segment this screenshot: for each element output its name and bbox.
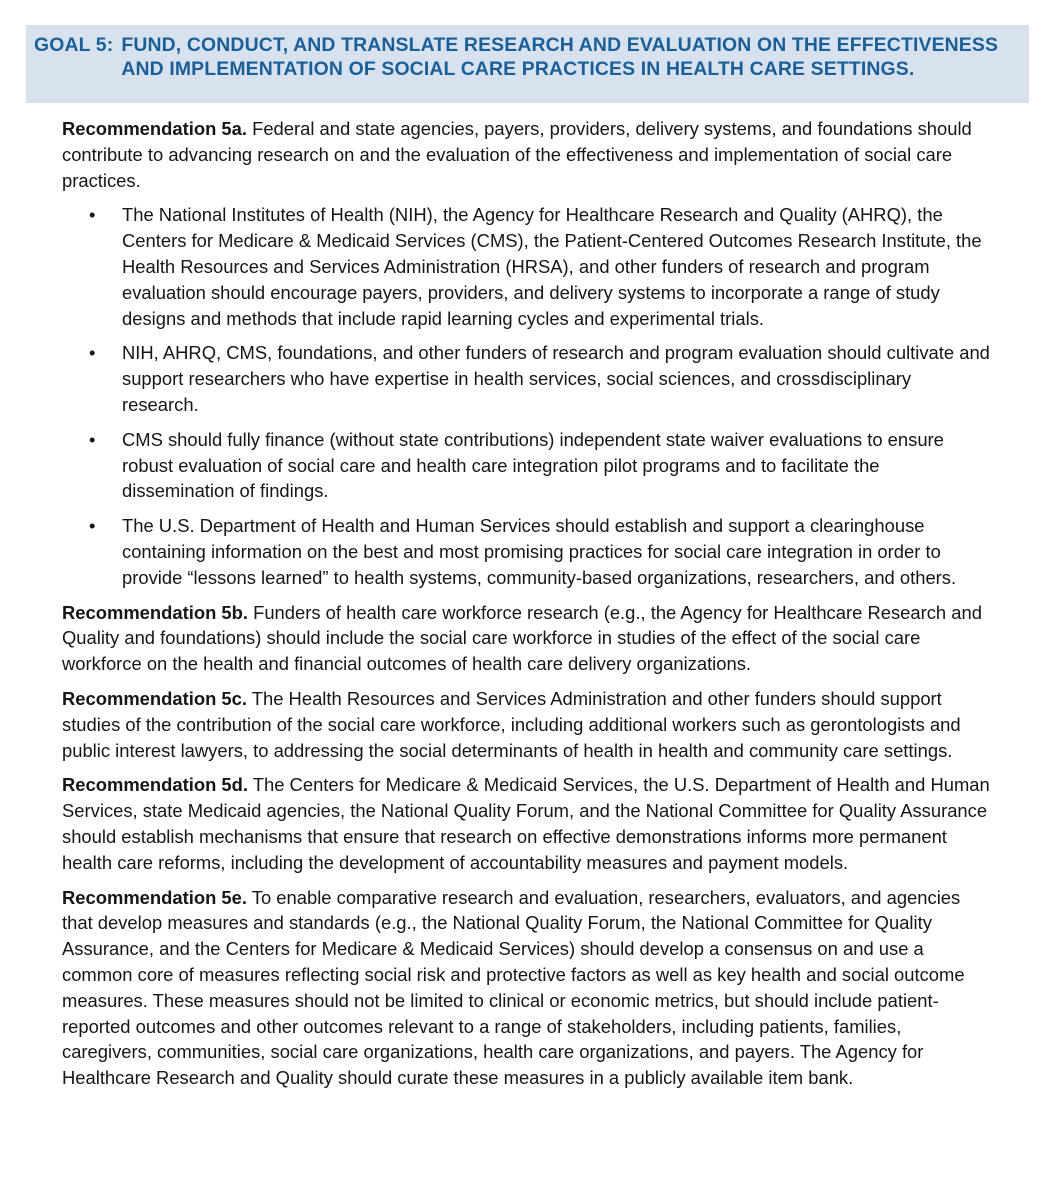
goal-title: FUND, CONDUCT, AND TRANSLATE RESEARCH AND EVALUATION ON THE EFFECTIVENESS AND IMPLEMENTATION OF SOCIAL CARE PRACTICES IN HEALTH CARE SETTINGS. [121, 34, 999, 80]
bullet-icon: • [89, 204, 96, 226]
recommendation-label: Recommendation 5e. [62, 886, 247, 908]
recommendation-5a [62, 116, 992, 193]
bullet-item [62, 202, 992, 331]
recommendation-label: Recommendation 5d. [62, 774, 248, 796]
goal-heading [34, 33, 1009, 81]
bullet-text: NIH, AHRQ, CMS, foundations, and other funders of research and program evaluation should cultivate and support researchers who have expertise in health services, social sciences, and crossdisciplinary research. [122, 342, 990, 415]
goal-banner [26, 25, 1029, 103]
bullet-item [62, 427, 992, 504]
recommendation-text: Funders of health care workforce research (e.g., the Agency for Healthcare Research and Quality and foundations) should include the social care workforce in studies of the effect of the social care workforce on the health and financial outcomes of health care delivery organizations. [62, 601, 982, 675]
bullet-item [62, 513, 992, 590]
goal-label: GOAL 5: [34, 34, 114, 56]
recommendation-label: Recommendation 5c. [62, 687, 247, 709]
recommendation-label: Recommendation 5a. [62, 118, 247, 139]
bullet-icon: • [89, 515, 96, 537]
recommendation-5e [62, 885, 992, 1091]
recommendation-text: To enable comparative research and evaluation, researchers, evaluators, and agencies that develop measures and standards (e.g., the National Quality Forum, the National Committee for Quality Assurance, and the Centers for Medicare & Medicaid Services) should develop a consensus on and use a common core of measures reflecting social risk and protective factors as well as key health and social outcome measures. These measures should not be limited to clinical or economic metrics, but should include patient-reported outcomes and other outcomes relevant to a range of stakeholders, including patients, families, caregivers, communities, social care organizations, health care organizations, and payers. The Agency for Healthcare Research and Quality should curate these measures in a publicly available item bank. [62, 886, 965, 1089]
bullet-text: The U.S. Department of Health and Human Services should establish and support a clearinghouse containing information on the best and most promising practices for social care integration in order to provide “lessons learned” to health systems, community-based organizations, researchers, and others. [122, 515, 957, 588]
recommendation-5a-bullets [62, 202, 992, 590]
bullet-icon: • [89, 428, 96, 450]
bullet-text: The National Institutes of Health (NIH), the Agency for Healthcare Research and Quality (AHRQ), the Centers for Medicare & Medicaid Services (CMS), the Patient-Centered Outcomes Research Institute, the Health Resources and Services Administration (HRSA), and other funders of research and program evaluation should encourage payers, providers, and delivery systems to incorporate a range of study designs and methods that include rapid learning cycles and experimental trials. [122, 204, 982, 329]
recommendation-5b [62, 600, 992, 677]
recommendation-text: Federal and state agencies, payers, providers, delivery systems, and foundations should contribute to advancing research on and the evaluation of the effectiveness and implementation of social care practices. [62, 118, 972, 191]
recommendation-5d [62, 772, 992, 875]
recommendation-5c [62, 686, 992, 763]
recommendations-body [62, 116, 992, 1100]
recommendation-text: The Health Resources and Services Administration and other funders should support studies of the contribution of the social care workforce, including additional workers such as gerontologists and public interest lawyers, to addressing the social determinants of health in health and community care settings. [62, 687, 961, 761]
recommendation-label: Recommendation 5b. [62, 601, 248, 623]
bullet-text: CMS should fully finance (without state contributions) independent state waiver evaluations to ensure robust evaluation of social care and health care integration pilot programs and to facilitate the dissemination of findings. [122, 428, 944, 502]
recommendation-text: The Centers for Medicare & Medicaid Services, the U.S. Department of Health and Human Services, state Medicaid agencies, the National Quality Forum, and the National Committee for Quality Assurance should establish mechanisms that ensure that research on effective demonstrations informs more permanent health care reforms, including the development of accountability measures and payment models. [62, 774, 990, 873]
bullet-item [62, 340, 992, 417]
bullet-icon: • [89, 342, 96, 364]
